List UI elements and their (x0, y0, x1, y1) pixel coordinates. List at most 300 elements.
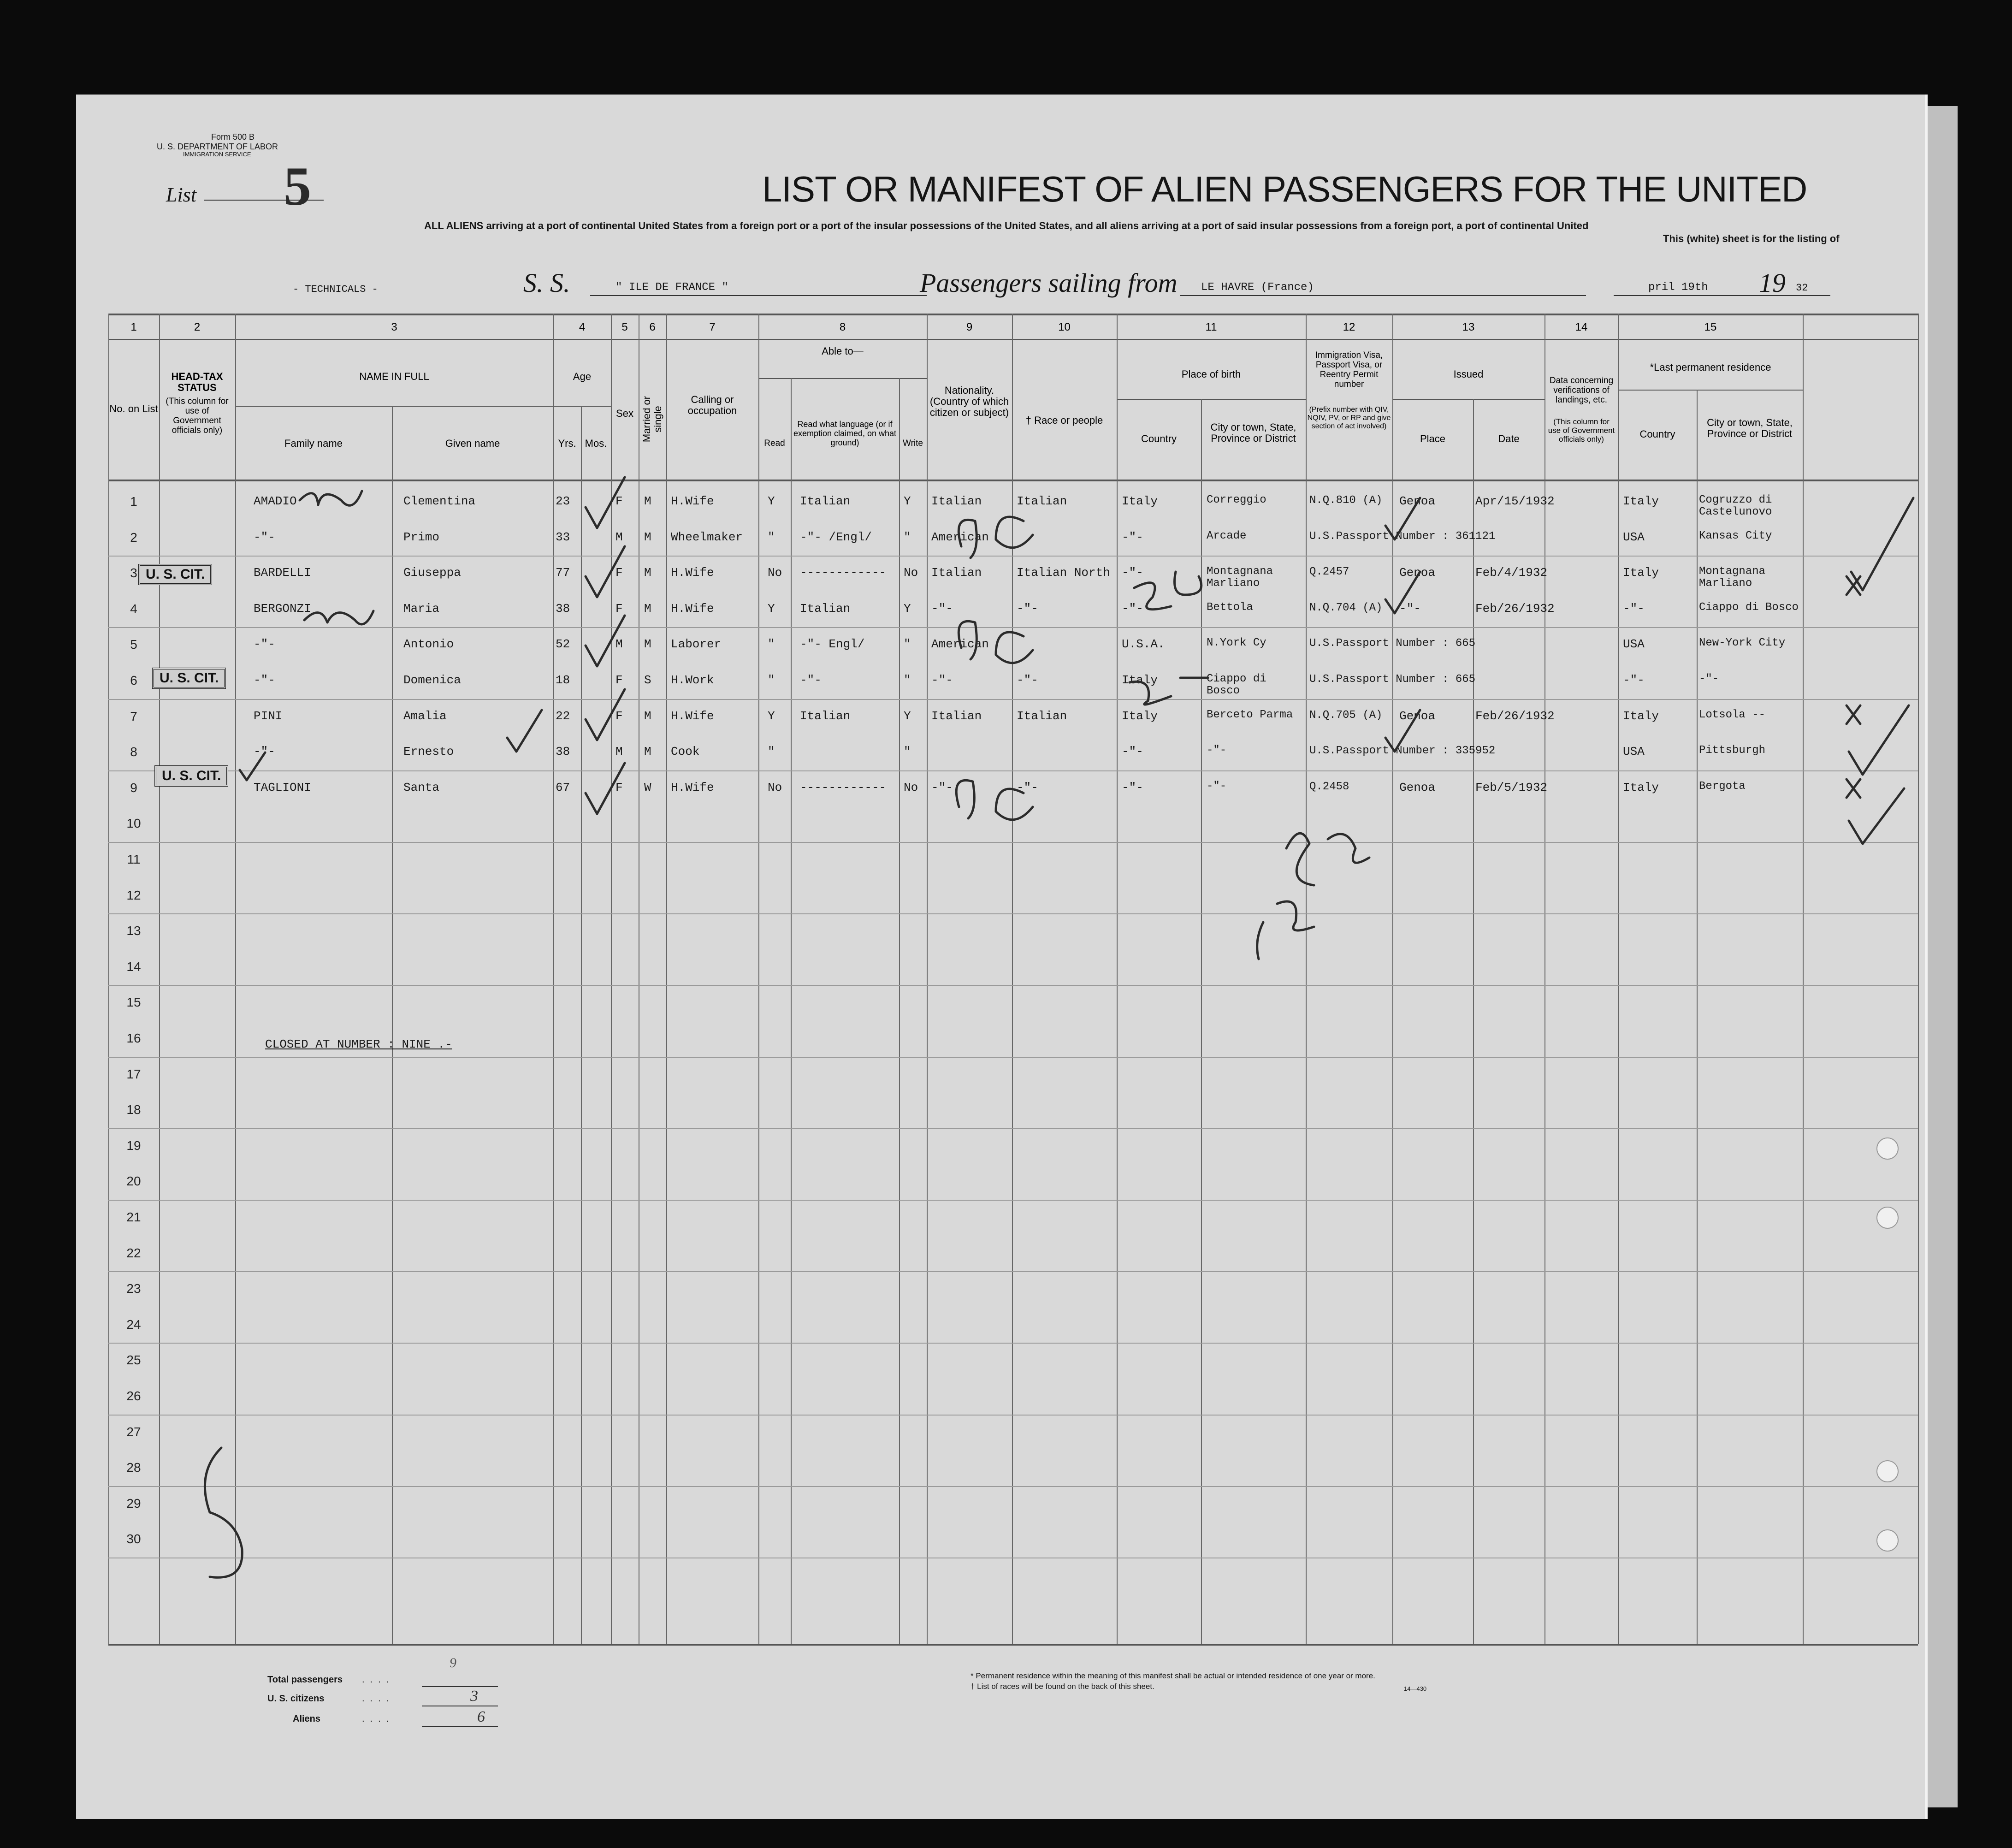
sailing-date: pril 19th (1648, 281, 1708, 294)
row-rule (108, 913, 1918, 914)
issued-place-cell: Genoa (1399, 494, 1436, 508)
row-number: 23 (126, 1281, 141, 1296)
row-rule (108, 1057, 1918, 1058)
residence-city-cell: Cogruzzo di Castelunovo (1699, 494, 1772, 518)
calling-cell: H.Work (671, 673, 714, 687)
row-number: 27 (126, 1424, 141, 1439)
col-rule-4a (581, 406, 582, 1644)
colnum-12: 12 (1343, 321, 1355, 333)
ss-label: S. S. (523, 268, 570, 298)
department-label: U. S. DEPARTMENT OF LABOR (157, 142, 278, 151)
colnum-8: 8 (839, 321, 846, 333)
write-cell: Y (904, 494, 911, 508)
language-cell: Italian (800, 709, 851, 723)
nationality-cell: -"- (931, 780, 953, 794)
header-birth-country: Country (1141, 433, 1177, 444)
nationality-cell: Italian (931, 709, 982, 723)
birth-country-cell: Italy (1122, 673, 1158, 687)
birth-city-cell: Berceto Parma (1207, 708, 1293, 721)
issued-place-cell: Genoa (1399, 566, 1436, 580)
header-able-to: Able to— (822, 345, 864, 357)
col-rule-11a (1201, 399, 1202, 1644)
aliens-label: Aliens (293, 1714, 321, 1724)
age-cell: 22 (556, 709, 570, 723)
age-cell: 67 (556, 780, 570, 794)
given-name-cell: Clementina (403, 494, 476, 508)
header-last-residence: *Last permanent residence (1650, 361, 1771, 373)
header-issued-date: Date (1498, 433, 1520, 444)
row-rule (108, 842, 1918, 843)
page-edge (1925, 106, 1958, 1807)
family-name-cell: -"- (254, 637, 275, 652)
visa-cell: Q.2458 (1309, 780, 1349, 793)
birth-country-cell: -"- (1122, 780, 1143, 794)
issued-date-cell: Feb/5/1932 (1475, 780, 1548, 794)
header-age: Age (573, 371, 592, 382)
header-write: Write (903, 438, 923, 448)
sex-cell: F (615, 780, 623, 794)
sailing-label: Passengers sailing from (920, 268, 1178, 298)
col-rule-14 (1618, 314, 1619, 1644)
col-rule-8b (899, 378, 900, 1644)
write-cell: No (904, 566, 918, 580)
sex-cell: F (615, 601, 623, 616)
subtitle-line-1: ALL ALIENS arriving at a port of continental United States from a foreign port or a port of the insular possessions of the United States, and all aliens arriving at a port of said insular possessions from a foreign port, a port of continental United (424, 220, 1589, 231)
read-cell: Y (768, 601, 775, 616)
colnum-10: 10 (1058, 321, 1071, 333)
header-data-verif: Data concerning verifications of landings, etc. (1549, 376, 1614, 405)
read-cell: " (768, 637, 775, 652)
col-rule-8a (791, 378, 792, 1644)
row-number: 26 (126, 1389, 141, 1403)
binder-hole (1876, 1529, 1899, 1552)
row-rule (108, 1128, 1918, 1129)
sex-cell: F (615, 673, 623, 687)
header-place-of-birth: Place of birth (1181, 368, 1241, 380)
binder-hole (1876, 1137, 1899, 1160)
write-cell: " (904, 637, 911, 652)
married-cell: M (644, 530, 651, 544)
manifest-sheet (76, 95, 1928, 1819)
language-cell: Italian (800, 494, 851, 508)
col-rule-3 (553, 314, 554, 1644)
header-birth-city: City or town, State, Province or District (1210, 421, 1296, 444)
colnum-5: 5 (621, 321, 628, 333)
residence-city-cell: Lotsola -- (1699, 708, 1766, 721)
col-rule-9 (1012, 314, 1013, 1644)
calling-cell: H.Wife (671, 494, 714, 508)
issued-date-cell: Apr/15/1932 (1475, 494, 1555, 508)
colnum-14: 14 (1575, 321, 1588, 333)
row-number: 21 (126, 1210, 141, 1224)
residence-country-cell: Italy (1623, 566, 1659, 580)
residence-subrule (1618, 390, 1803, 391)
birth-city-cell: Ciappo di Bosco (1207, 673, 1266, 697)
language-cell: -"- /Engl/ (800, 530, 872, 544)
birth-country-cell: U.S.A. (1122, 637, 1165, 652)
visa-cell: N.Q.704 (A) (1309, 601, 1383, 614)
race-cell: -"- (1017, 780, 1038, 794)
nationality-cell: American (931, 637, 989, 652)
read-cell: No (768, 566, 782, 580)
total-passengers-label: Total passengers (267, 1675, 343, 1685)
header-calling: Calling or occupation (687, 394, 737, 416)
family-name-cell: PINI (254, 709, 283, 723)
race-cell: -"- (1017, 673, 1038, 687)
header-mos: Mos. (585, 438, 607, 449)
calling-cell: H.Wife (671, 709, 714, 723)
row-rule (108, 1343, 1918, 1344)
family-name-cell: BARDELLI (254, 566, 311, 580)
issued-subrule (1392, 399, 1545, 400)
row-rule (108, 1200, 1918, 1201)
issued-date-cell: Feb/26/1932 (1475, 709, 1555, 723)
row-rule (108, 770, 1918, 771)
row-number: 20 (126, 1174, 141, 1189)
header-issued-place: Place (1420, 433, 1446, 444)
language-cell: ------------ (800, 780, 887, 794)
residence-city-cell: Montagnana Marliano (1699, 565, 1766, 590)
header-issued: Issued (1453, 368, 1484, 380)
issued-date-cell: Feb/4/1932 (1475, 566, 1548, 580)
colnum-4: 4 (579, 321, 586, 333)
ship-underline (590, 295, 927, 296)
given-name-cell: Domenica (403, 673, 461, 687)
row-number: 28 (126, 1460, 141, 1475)
row-number: 16 (126, 1031, 141, 1045)
age-cell: 77 (556, 566, 570, 580)
header-head-tax-note: (This column for use of Government officials only) (166, 397, 229, 435)
birth-city-cell: Bettola (1207, 601, 1253, 614)
header-res-country: Country (1639, 428, 1675, 440)
binder-hole (1876, 1207, 1899, 1229)
row-number: 5 (130, 637, 137, 652)
residence-city-cell: -"- (1699, 673, 1719, 685)
year-label: 19 (1759, 268, 1786, 298)
read-cell: Y (768, 494, 775, 508)
calling-cell: H.Wife (671, 566, 714, 580)
us-citizen-stamp: U. S. CIT. (138, 564, 212, 585)
footnote-residence: * Permanent residence within the meaning of this manifest shall be actual or intended residence of one year or more. (970, 1671, 1375, 1680)
visa-cell: U.S.Passport Number : 665 (1309, 673, 1476, 686)
row-number: 25 (126, 1353, 141, 1368)
header-yrs: Yrs. (558, 438, 576, 449)
given-name-cell: Maria (403, 601, 440, 616)
married-cell: M (644, 566, 651, 580)
visa-cell: N.Q.810 (A) (1309, 494, 1383, 507)
colnum-6: 6 (649, 321, 656, 333)
row-number: 6 (130, 673, 137, 687)
issued-place-cell: -"- (1399, 601, 1421, 616)
write-cell: " (904, 745, 911, 759)
given-name-cell: Santa (403, 780, 440, 794)
given-name-cell: Giuseppa (403, 566, 461, 580)
language-cell: -"- Engl/ (800, 637, 865, 652)
us-citizens-value: 3 (470, 1688, 478, 1705)
row-number: 18 (126, 1102, 141, 1117)
dot-leader: .... (362, 1714, 395, 1724)
language-cell: ------------ (800, 566, 887, 580)
col-rule-8 (927, 314, 928, 1644)
col-rule-2 (235, 314, 236, 1644)
header-data-verif-note: (This column for use of Government officials only) (1548, 417, 1615, 444)
birth-city-cell: Correggio (1207, 494, 1266, 506)
sex-cell: M (615, 745, 623, 759)
form-number: Form 500 B (211, 132, 255, 142)
aliens-underline (422, 1726, 498, 1727)
sex-cell: M (615, 530, 623, 544)
row-number: 3 (130, 566, 137, 580)
birth-city-cell: Arcade (1207, 529, 1247, 542)
table-top-rule (108, 314, 1918, 315)
sex-cell: F (615, 709, 623, 723)
row-number: 8 (130, 745, 137, 759)
residence-city-cell: Ciappo di Bosco (1699, 601, 1799, 614)
col-rule-7 (758, 314, 759, 1644)
visa-cell: U.S.Passport Number : 665 (1309, 637, 1476, 650)
birth-country-cell: Italy (1122, 494, 1158, 508)
write-cell: Y (904, 709, 911, 723)
colnum-7: 7 (709, 321, 716, 333)
birth-city-cell: Montagnana Marliano (1207, 565, 1273, 590)
married-cell: M (644, 494, 651, 508)
birth-country-cell: -"- (1122, 601, 1143, 616)
row-number: 10 (126, 816, 141, 831)
age-cell: 52 (556, 637, 570, 652)
nationality-cell: -"- (931, 673, 953, 687)
row-number: 24 (126, 1317, 141, 1332)
age-cell: 38 (556, 745, 570, 759)
footnote-code: 14—430 (1404, 1685, 1427, 1692)
header-res-city: City or town, State, Province or District (1707, 417, 1793, 439)
header-married: Married or single (641, 396, 663, 443)
service-label: IMMIGRATION SERVICE (183, 151, 251, 158)
col-rule-11 (1306, 314, 1307, 1644)
closing-note: CLOSED AT NUMBER : NINE .- (265, 1037, 452, 1051)
married-cell: M (644, 601, 651, 616)
residence-city-cell: Pittsburgh (1699, 744, 1766, 757)
header-visa-note: (Prefix number with QIV, NQIV, PV, or RP and give section of act involved) (1307, 406, 1391, 430)
row-number: 11 (127, 852, 141, 866)
birth-subrule (1117, 399, 1306, 400)
row-rule (108, 1271, 1918, 1272)
given-name-cell: Ernesto (403, 745, 454, 759)
visa-cell: N.Q.705 (A) (1309, 709, 1383, 722)
dot-leader: .... (362, 1675, 395, 1685)
sex-cell: F (615, 566, 623, 580)
header-nationality: Nationality. (Country of which citizen or subject) (929, 385, 1009, 418)
row-number: 14 (126, 959, 141, 974)
birth-country-cell: -"- (1122, 530, 1143, 544)
aliens-value: 6 (477, 1708, 485, 1725)
row-rule (108, 556, 1918, 557)
language-cell: Italian (800, 601, 851, 616)
list-label: List (166, 184, 197, 206)
married-cell: M (644, 745, 651, 759)
read-cell: " (768, 673, 775, 687)
row-number: 7 (130, 709, 137, 723)
married-cell: W (644, 780, 651, 794)
write-cell: " (904, 673, 911, 687)
col-rule-3a (392, 406, 393, 1644)
visa-cell: U.S.Passport Number : 361121 (1309, 530, 1496, 543)
given-name-cell: Amalia (403, 709, 447, 723)
family-name-cell: TAGLIONI (254, 780, 311, 794)
ship-name: " ILE DE FRANCE " (615, 281, 728, 294)
header-read: Read (764, 438, 785, 448)
colnum-3: 3 (391, 321, 397, 333)
colnum-9: 9 (966, 321, 973, 333)
col-rule-1 (159, 314, 160, 1644)
row-rule (108, 627, 1918, 628)
age-cell: 23 (556, 494, 570, 508)
married-cell: M (644, 709, 651, 723)
row-number: 1 (130, 494, 137, 509)
race-cell: -"- (1017, 601, 1038, 616)
calling-cell: Cook (671, 745, 700, 759)
header-sex: Sex (616, 408, 633, 419)
sex-cell: M (615, 637, 623, 652)
col-rule-10 (1117, 314, 1118, 1644)
birth-city-cell: N.York Cy (1207, 637, 1266, 650)
family-name-cell: -"- (254, 745, 275, 759)
row-rule (108, 699, 1918, 700)
residence-country-cell: -"- (1623, 601, 1645, 616)
calling-cell: Wheelmaker (671, 530, 743, 544)
colnum-1: 1 (130, 321, 137, 333)
row-number: 9 (130, 780, 137, 795)
colnum-11: 11 (1205, 321, 1217, 333)
age-cell: 18 (556, 673, 570, 687)
residence-country-cell: Italy (1623, 494, 1659, 508)
write-cell: No (904, 780, 918, 794)
port-underline (1180, 295, 1586, 296)
col-rule-15a (1697, 390, 1698, 1644)
row-number: 29 (126, 1496, 141, 1510)
row-number: 13 (126, 924, 141, 938)
col-rule-left (108, 314, 109, 1644)
married-cell: M (644, 637, 651, 652)
table-bottom-rule (108, 1644, 1918, 1646)
nationality-cell: -"- (931, 601, 953, 616)
total-passengers-value: 9 (450, 1655, 456, 1670)
residence-country-cell: Italy (1623, 709, 1659, 723)
col-rule-15 (1803, 314, 1804, 1644)
name-subrule (235, 406, 553, 407)
year-suffix: 32 (1796, 282, 1808, 294)
colnum-2: 2 (194, 321, 201, 333)
residence-country-cell: -"- (1623, 673, 1645, 687)
dot-leader: .... (362, 1694, 395, 1704)
col-rule-4 (611, 314, 612, 1644)
family-name-cell: -"- (254, 530, 275, 544)
colnum-15: 15 (1704, 321, 1717, 333)
race-cell: Italian (1017, 494, 1067, 508)
row-number: 30 (126, 1532, 141, 1546)
married-cell: S (644, 673, 651, 687)
header-family-name: Family name (284, 438, 343, 449)
age-subrule (553, 406, 611, 407)
write-cell: " (904, 530, 911, 544)
row-number: 4 (130, 601, 137, 616)
header-no-on-list: No. on List (109, 403, 158, 415)
visa-cell: Q.2457 (1309, 566, 1349, 579)
page-title: LIST OR MANIFEST OF ALIEN PASSENGERS FOR THE UNITED (762, 169, 1807, 209)
header-visa: Immigration Visa, Passport Visa, or Reentry Permit number (1315, 350, 1383, 389)
nationality-cell: American (931, 530, 989, 544)
footnote-races: † List of races will be found on the back of this sheet. (970, 1682, 1154, 1691)
row-number: 15 (126, 995, 141, 1010)
race-cell: Italian North (1017, 566, 1110, 580)
header-race: † Race or people (1025, 415, 1103, 426)
class-label: - TECHNICALS - (293, 284, 378, 295)
residence-country-cell: USA (1623, 530, 1645, 544)
calling-cell: H.Wife (671, 601, 714, 616)
birth-city-cell: -"- (1207, 780, 1227, 793)
total-underline (422, 1686, 498, 1687)
family-name-cell: BERGONZI (254, 601, 311, 616)
col-rule-6 (666, 314, 667, 1644)
colnum-13: 13 (1462, 321, 1475, 333)
residence-city-cell: New-York City (1699, 637, 1786, 650)
header-given-name: Given name (445, 438, 500, 449)
birth-city-cell: -"- (1207, 744, 1227, 757)
col-rule-12 (1392, 314, 1393, 1644)
family-name-cell: -"- (254, 673, 275, 687)
subtitle-line-2: This (white) sheet is for the listing of (1663, 233, 1840, 244)
birth-country-cell: -"- (1122, 745, 1143, 759)
residence-country-cell: USA (1623, 745, 1645, 759)
header-name-in-full: NAME IN FULL (359, 371, 429, 382)
row-rule (108, 985, 1918, 986)
date-underline (1614, 295, 1830, 296)
visa-cell: U.S.Passport Number : 335952 (1309, 745, 1496, 758)
row-number: 12 (126, 888, 141, 902)
row-number: 22 (126, 1245, 141, 1260)
race-cell: Italian (1017, 709, 1067, 723)
column-number-rule (108, 339, 1918, 340)
binder-hole (1876, 1460, 1899, 1482)
read-cell: Y (768, 709, 775, 723)
row-rule (108, 1415, 1918, 1416)
family-name-cell: AMADIO (254, 494, 297, 508)
nationality-cell: Italian (931, 494, 982, 508)
residence-city-cell: Kansas City (1699, 529, 1772, 542)
read-cell: " (768, 530, 775, 544)
read-cell: No (768, 780, 782, 794)
header-bottom-rule (108, 480, 1918, 481)
header-read-language: Read what language (or if exemption claimed, on what ground) (793, 420, 897, 447)
birth-country-cell: -"- (1122, 566, 1143, 580)
birth-country-cell: Italy (1122, 709, 1158, 723)
departure-port: LE HAVRE (France) (1201, 281, 1314, 294)
residence-country-cell: Italy (1623, 780, 1659, 794)
age-cell: 33 (556, 530, 570, 544)
calling-cell: H.Wife (671, 780, 714, 794)
col-rule-13a (1473, 399, 1474, 1644)
residence-country-cell: USA (1623, 637, 1645, 652)
list-number: 5 (284, 155, 311, 217)
row-number: 17 (126, 1066, 141, 1081)
sex-cell: F (615, 494, 623, 508)
given-name-cell: Antonio (403, 637, 454, 652)
row-number: 19 (126, 1138, 141, 1153)
calling-cell: Laborer (671, 637, 722, 652)
us-citizen-stamp: U. S. CIT. (152, 668, 226, 689)
row-number: 2 (130, 530, 137, 545)
header-head-tax: HEAD-TAX STATUS (171, 371, 223, 393)
given-name-cell: Primo (403, 530, 440, 544)
